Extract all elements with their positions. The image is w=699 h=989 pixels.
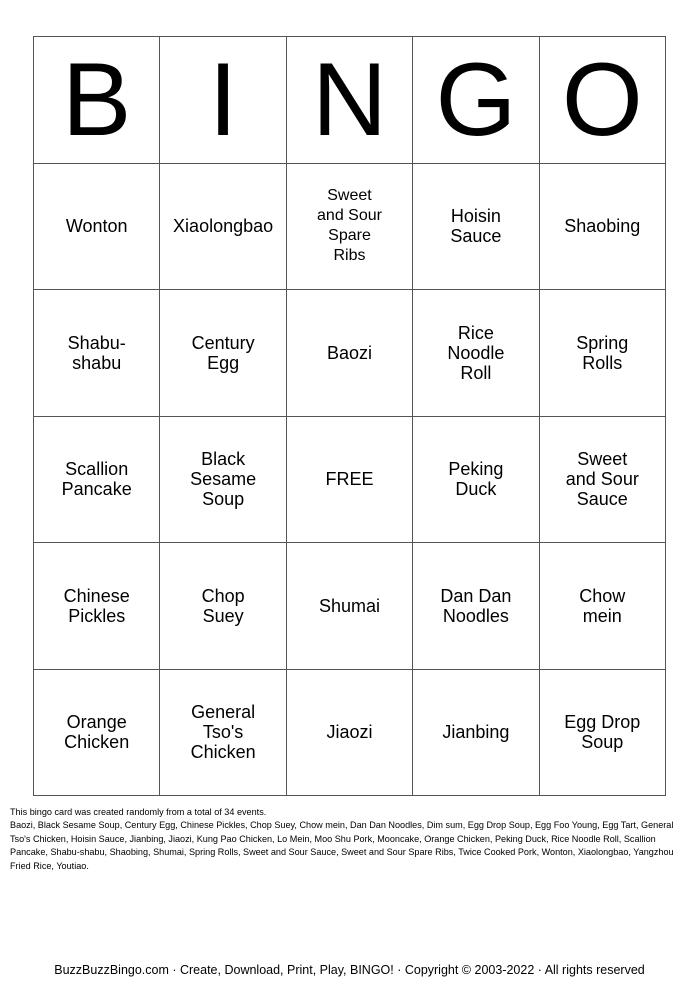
header-letter-g: G <box>413 37 539 164</box>
bingo-cell: Sweet and Sour Spare Ribs <box>287 164 413 291</box>
card-info <box>10 806 695 873</box>
bingo-cell: Chow mein <box>540 543 666 670</box>
bingo-cell: General Tso's Chicken <box>160 670 286 797</box>
bingo-cell: Peking Duck <box>413 417 539 544</box>
bingo-cell: Dan Dan Noodles <box>413 543 539 670</box>
bingo-cell: Xiaolongbao <box>160 164 286 291</box>
bingo-cell: Scallion Pancake <box>34 417 160 544</box>
header-letter-b: B <box>34 37 160 164</box>
bingo-cell: Chop Suey <box>160 543 286 670</box>
bingo-cell: Wonton <box>34 164 160 291</box>
header-letter-o: O <box>540 37 666 164</box>
free-space: FREE <box>287 417 413 544</box>
site-copyright-line: BuzzBuzzBingo.com · Create, Download, Print, Play, BINGO! · Copyright © 2003-2022 · All rights reserved <box>54 963 645 977</box>
bingo-cell: Jiaozi <box>287 670 413 797</box>
bingo-card <box>33 36 666 796</box>
bingo-cell: Jianbing <box>413 670 539 797</box>
bingo-cell: Shumai <box>287 543 413 670</box>
card-events-list: Baozi, Black Sesame Soup, Century Egg, Chinese Pickles, Chop Suey, Chow mein, Dan Dan Noodles, Dim sum, Egg Drop Soup, Egg Foo Young, Egg Tart, General Tso's Chicken, Hoisin Sauce, Jianbing, Jiaozi, Kung Pao Chicken, Lo Mein, Moo Shu Pork, Mooncake, Orange Chicken, Peking Duck, Rice Noodle Roll, Scallion Pancake, Shabu-shabu, Shaobing, Shumai, Spring Rolls, Sweet and Sour Sauce, Sweet and Sour Spare Ribs, Twice Cooked Pork, Wonton, Xiaolongbao, Yangzhou Fried Rice, Youtiao. <box>10 820 674 871</box>
bingo-cell: Sweet and Sour Sauce <box>540 417 666 544</box>
header-letter-i: I <box>160 37 286 164</box>
bingo-cell: Spring Rolls <box>540 290 666 417</box>
bingo-cell: Rice Noodle Roll <box>413 290 539 417</box>
bingo-cell: Shaobing <box>540 164 666 291</box>
header-letter-n: N <box>287 37 413 164</box>
card-info-intro: This bingo card was created randomly from a total of 34 events. <box>10 807 267 817</box>
bingo-cell: Egg Drop Soup <box>540 670 666 797</box>
bingo-cell: Hoisin Sauce <box>413 164 539 291</box>
bingo-cell: Chinese Pickles <box>34 543 160 670</box>
bingo-cell: Orange Chicken <box>34 670 160 797</box>
bingo-cell: Baozi <box>287 290 413 417</box>
bingo-cell: Shabu-shabu <box>34 290 160 417</box>
bingo-cell: Black Sesame Soup <box>160 417 286 544</box>
bingo-cell: Century Egg <box>160 290 286 417</box>
